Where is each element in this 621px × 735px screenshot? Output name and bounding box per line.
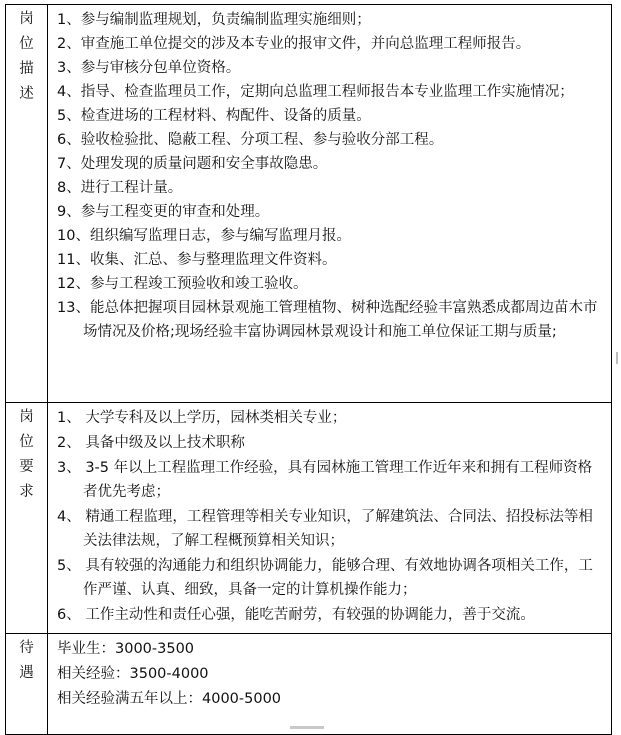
- job-posting-table: [5, 4, 612, 735]
- label-char: 求: [19, 484, 34, 500]
- salary-item: 相关经验满五年以上：4000-5000: [57, 691, 282, 707]
- requirement-item: 1、 大学专科及以上学历，园林类相关专业；: [57, 410, 347, 426]
- requirement-item: 2、 具备中级及以上技术职称: [57, 435, 245, 451]
- page-edge-marker: [616, 352, 618, 364]
- job-description-content: [48, 5, 612, 403]
- label-char: 岗: [19, 409, 34, 425]
- requirement-item: 3、 3-5 年以上工程监理工作经验，具有园林施工管理工作近年来和拥有工程师资格者优先考虑；: [57, 460, 593, 500]
- label-char: 待: [19, 640, 34, 656]
- job-requirements-label-cell: [6, 403, 48, 634]
- salary-item: 相关经验：3500-4000: [57, 666, 209, 682]
- job-description-label-cell: [6, 5, 48, 403]
- duty-item: 8、进行工程计量。: [57, 180, 183, 196]
- duty-item: 9、参与工程变更的审查和处理。: [57, 204, 270, 220]
- duty-item: 2、审查施工单位提交的涉及本专业的报审文件，并向总监理工程师报告。: [57, 36, 531, 52]
- job-description-row: [6, 5, 612, 403]
- duty-item: 5、检查进场的工程材料、构配件、设备的质量。: [57, 108, 371, 124]
- salary-item: 毕业生：3000-3500: [57, 641, 195, 657]
- label-char: 述: [19, 86, 34, 102]
- job-requirements-label: [6, 403, 47, 505]
- compensation-label: [6, 634, 47, 686]
- label-char: 岗: [19, 11, 34, 27]
- requirement-item: 6、 工作主动性和责任心强，能吃苦耐劳，有较强的协调能力，善于交流。: [57, 607, 535, 623]
- duty-item: 12、参与工程竣工预验收和竣工验收。: [57, 276, 308, 292]
- duty-item: 6、验收检验批、隐蔽工程、分项工程、参与验收分部工程。: [57, 132, 444, 148]
- duty-item: 13、能总体把握项目园林景观施工管理植物、树种选配经验丰富熟悉成都周边苗木市场情况及价格;现场经验丰富协调园林景观设计和施工单位保证工期与质量;: [57, 300, 598, 340]
- job-requirements-content: [48, 403, 612, 634]
- compensation-label-cell: [6, 634, 48, 735]
- duty-item: 7、处理发现的质量问题和安全事故隐患。: [57, 156, 328, 172]
- job-description-label: [6, 5, 47, 107]
- duty-item: 11、收集、汇总、参与整理监理文件资料。: [57, 252, 337, 268]
- job-requirements-row: [6, 403, 612, 634]
- label-char: 位: [19, 36, 34, 52]
- label-char: 位: [19, 434, 34, 450]
- page-bottom-marker: [290, 726, 324, 729]
- compensation-row: [6, 634, 612, 735]
- requirement-item: 4、 精通工程监理，工程管理等相关专业知识，了解建筑法、合同法、招投标法等相关法律法规，了解工程概预算相关知识；: [57, 509, 593, 549]
- duty-item: 4、指导、检查监理员工作，定期向总监理工程师报告本专业监理工作实施情况；: [57, 84, 574, 100]
- label-char: 遇: [19, 665, 34, 681]
- requirement-item: 5、 具有较强的沟通能力和组织协调能力，能够合理、有效地协调各项相关工作，工作严谨、认真、细致，具备一定的计算机操作能力；: [57, 558, 593, 598]
- compensation-content: [48, 634, 612, 735]
- label-char: 要: [19, 459, 34, 475]
- duty-item: 1、参与编制监理规划，负责编制监理实施细则；: [57, 12, 371, 28]
- duty-item: 10、组织编写监理日志，参与编写监理月报。: [57, 228, 351, 244]
- duty-item: 3、参与审核分包单位资格。: [57, 60, 241, 76]
- label-char: 描: [19, 61, 34, 77]
